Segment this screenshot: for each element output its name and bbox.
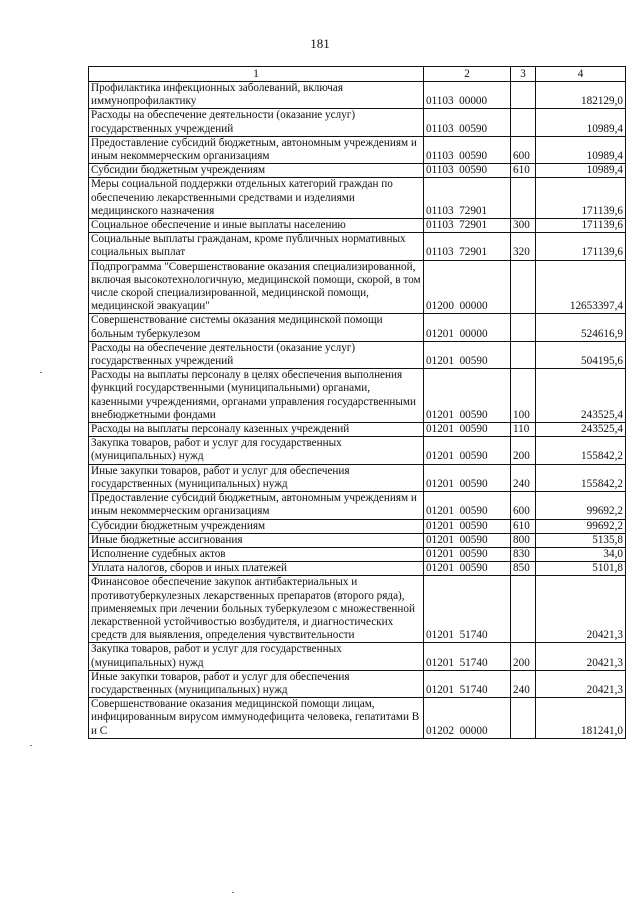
row-amount-cell: 10989,4 (536, 109, 626, 136)
row-type-cell: 110 (511, 423, 536, 437)
row-code-cell: 01201 51740 (424, 576, 511, 643)
budget-table (88, 66, 626, 739)
table-row (89, 314, 626, 341)
row-type-cell (511, 698, 536, 739)
row-code-cell: 01201 00590 (424, 341, 511, 368)
row-type-cell (511, 109, 536, 136)
table-row (89, 178, 626, 219)
table-row (89, 562, 626, 576)
row-name-cell: Исполнение судебных актов (89, 547, 424, 561)
table-row (89, 547, 626, 561)
row-code-cell: 01201 00590 (424, 437, 511, 464)
row-amount-cell: 20421,3 (536, 576, 626, 643)
header-col-1: 1 (89, 67, 424, 82)
row-amount-cell: 20421,3 (536, 643, 626, 670)
page-number: 181 (310, 36, 330, 51)
row-name-cell: Иные закупки товаров, работ и услуг для обеспечения государственных (муниципальных) нужд (89, 464, 424, 491)
table-header-row (89, 67, 626, 82)
row-type-cell: 850 (511, 562, 536, 576)
row-name-cell: Совершенствование системы оказания медицинской помощи больным туберкулезом (89, 314, 424, 341)
row-code-cell: 01201 00590 (424, 492, 511, 519)
table-row (89, 464, 626, 491)
table-row (89, 519, 626, 533)
row-amount-cell: 171139,6 (536, 219, 626, 233)
row-amount-cell: 34,0 (536, 547, 626, 561)
row-amount-cell: 99692,2 (536, 492, 626, 519)
row-name-cell: Уплата налогов, сборов и иных платежей (89, 562, 424, 576)
table-body (89, 82, 626, 739)
row-name-cell: Иные закупки товаров, работ и услуг для обеспечения государственных (муниципальных) нужд (89, 670, 424, 697)
row-amount-cell: 182129,0 (536, 82, 626, 109)
row-amount-cell: 155842,2 (536, 437, 626, 464)
row-code-cell: 01103 00590 (424, 109, 511, 136)
row-code-cell: 01103 72901 (424, 219, 511, 233)
row-code-cell: 01103 72901 (424, 178, 511, 219)
row-code-cell: 01201 00590 (424, 533, 511, 547)
row-name-cell: Закупка товаров, работ и услуг для государственных (муниципальных) нужд (89, 643, 424, 670)
row-code-cell: 01103 00000 (424, 82, 511, 109)
row-code-cell: 01201 51740 (424, 643, 511, 670)
row-type-cell: 600 (511, 492, 536, 519)
row-type-cell (511, 341, 536, 368)
row-code-cell: 01201 00590 (424, 547, 511, 561)
header-col-2: 2 (424, 67, 511, 82)
row-type-cell (511, 314, 536, 341)
row-type-cell: 200 (511, 643, 536, 670)
row-type-cell: 800 (511, 533, 536, 547)
table-row (89, 341, 626, 368)
row-amount-cell: 10989,4 (536, 136, 626, 163)
row-name-cell: Профилактика инфекционных заболеваний, включая иммунопрофилактику (89, 82, 424, 109)
row-type-cell: 320 (511, 233, 536, 260)
table-row (89, 219, 626, 233)
row-name-cell: Расходы на выплаты персоналу казенных учреждений (89, 423, 424, 437)
table-row (89, 82, 626, 109)
row-code-cell: 01103 00590 (424, 164, 511, 178)
row-amount-cell: 20421,3 (536, 670, 626, 697)
table-row (89, 670, 626, 697)
row-amount-cell: 171139,6 (536, 178, 626, 219)
header-col-3: 3 (511, 67, 536, 82)
table-row (89, 233, 626, 260)
row-name-cell: Расходы на выплаты персоналу в целях обеспечения выполнения функций государственными (муниципальными) органами, казенными учреждениями, органами управления государственными внебюджетными фондами (89, 369, 424, 423)
row-amount-cell: 10989,4 (536, 164, 626, 178)
row-name-cell: Субсидии бюджетным учреждениям (89, 164, 424, 178)
row-type-cell (511, 82, 536, 109)
scan-speck (232, 892, 234, 893)
row-amount-cell: 5135,8 (536, 533, 626, 547)
table-row (89, 369, 626, 423)
row-type-cell: 610 (511, 519, 536, 533)
row-code-cell: 01202 00000 (424, 698, 511, 739)
table-row (89, 136, 626, 163)
scan-speck (40, 372, 42, 373)
table-row (89, 533, 626, 547)
table-row (89, 260, 626, 314)
row-name-cell: Меры социальной поддержки отдельных категорий граждан по обеспечению лекарственными средствами и изделиями медицинского назначения (89, 178, 424, 219)
row-type-cell (511, 576, 536, 643)
row-name-cell: Субсидии бюджетным учреждениям (89, 519, 424, 533)
row-code-cell: 01201 51740 (424, 670, 511, 697)
row-name-cell: Социальное обеспечение и иные выплаты населению (89, 219, 424, 233)
row-type-cell (511, 260, 536, 314)
row-name-cell: Расходы на обеспечение деятельности (оказание услуг) государственных учреждений (89, 341, 424, 368)
row-amount-cell: 99692,2 (536, 519, 626, 533)
row-type-cell: 600 (511, 136, 536, 163)
row-name-cell: Совершенствование оказания медицинской помощи лицам, инфицированным вирусом иммунодефицита человека, гепатитами В и С (89, 698, 424, 739)
table-row (89, 109, 626, 136)
row-code-cell: 01200 00000 (424, 260, 511, 314)
table-row (89, 423, 626, 437)
table-row (89, 576, 626, 643)
row-name-cell: Подпрограмма "Совершенствование оказания специализированной, включая высокотехнологичную, медицинской помощи, скорой, в том числе скорой специализированной, медицинской помощи, медицинской эвакуации" (89, 260, 424, 314)
row-amount-cell: 243525,4 (536, 423, 626, 437)
row-amount-cell: 155842,2 (536, 464, 626, 491)
row-amount-cell: 12653397,4 (536, 260, 626, 314)
row-code-cell: 01103 00590 (424, 136, 511, 163)
header-col-4: 4 (536, 67, 626, 82)
row-type-cell: 100 (511, 369, 536, 423)
row-type-cell: 300 (511, 219, 536, 233)
row-name-cell: Закупка товаров, работ и услуг для государственных (муниципальных) нужд (89, 437, 424, 464)
row-amount-cell: 504195,6 (536, 341, 626, 368)
row-code-cell: 01201 00590 (424, 369, 511, 423)
table-row (89, 164, 626, 178)
row-name-cell: Социальные выплаты гражданам, кроме публичных нормативных социальных выплат (89, 233, 424, 260)
scan-speck (30, 745, 32, 746)
table-row (89, 643, 626, 670)
row-amount-cell: 524616,9 (536, 314, 626, 341)
row-type-cell: 830 (511, 547, 536, 561)
row-code-cell: 01201 00590 (424, 423, 511, 437)
row-name-cell: Финансовое обеспечение закупок антибактериальных и противотуберкулезных лекарственных препаратов (второго ряда), применяемых при лечении больных туберкулезом с множественной лекарственной устойчивостью возбудителя, и диагностических средств для выявления, определения чувствительности (89, 576, 424, 643)
table-row (89, 698, 626, 739)
row-type-cell: 200 (511, 437, 536, 464)
row-code-cell: 01201 00590 (424, 464, 511, 491)
row-name-cell: Предоставление субсидий бюджетным, автономным учреждениям и иным некоммерческим организациям (89, 136, 424, 163)
row-name-cell: Расходы на обеспечение деятельности (оказание услуг) государственных учреждений (89, 109, 424, 136)
table-row (89, 492, 626, 519)
row-code-cell: 01103 72901 (424, 233, 511, 260)
row-type-cell: 610 (511, 164, 536, 178)
row-amount-cell: 5101,8 (536, 562, 626, 576)
row-name-cell: Иные бюджетные ассигнования (89, 533, 424, 547)
row-amount-cell: 171139,6 (536, 233, 626, 260)
row-type-cell: 240 (511, 464, 536, 491)
row-name-cell: Предоставление субсидий бюджетным, автономным учреждениям и иным некоммерческим организациям (89, 492, 424, 519)
row-code-cell: 01201 00000 (424, 314, 511, 341)
row-code-cell: 01201 00590 (424, 562, 511, 576)
row-amount-cell: 243525,4 (536, 369, 626, 423)
row-type-cell: 240 (511, 670, 536, 697)
row-code-cell: 01201 00590 (424, 519, 511, 533)
row-amount-cell: 181241,0 (536, 698, 626, 739)
table-row (89, 437, 626, 464)
row-type-cell (511, 178, 536, 219)
